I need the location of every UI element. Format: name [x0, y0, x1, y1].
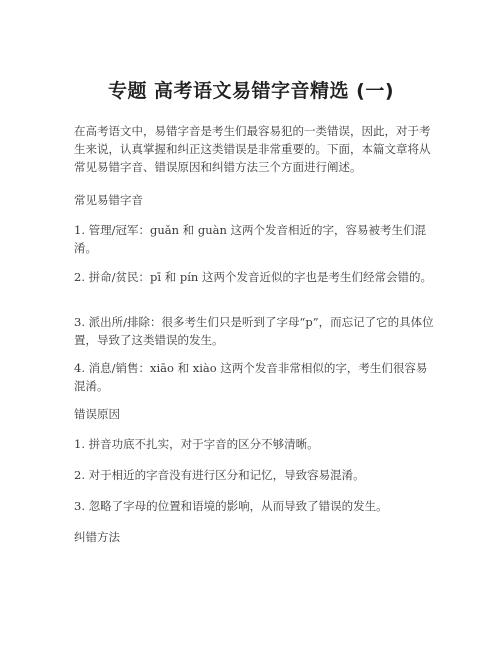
- section-heading-common-errors: 常见易错字音: [74, 193, 143, 207]
- section-heading-correction-methods: 纠错方法: [74, 530, 120, 544]
- list-item: 2. 拼命/贫民：pī 和 pín 这两个发音近似的字也是考生们经常会错的。: [74, 270, 432, 284]
- section-heading-error-causes: 错误原因: [74, 407, 120, 421]
- list-item: 1. 拼音功底不扎实，对于字音的区分不够清晰。: [74, 437, 319, 451]
- list-item: 4. 消息/销售：xiāo 和 xiào 这两个发音非常相似的字，考生们很容易混淆。: [74, 361, 428, 393]
- list-item: 3. 忽略了字母的位置和语境的影响，从而导致了错误的发生。: [74, 499, 388, 513]
- document-title: 专题 高考语文易错字音精选 (一): [107, 80, 395, 102]
- list-item: 1. 管理/冠军：guǎn 和 guàn 这两个发音相近的字，容易被考生们混淆。: [74, 223, 427, 255]
- intro-paragraph: 在高考语文中，易错字音是考生们最容易犯的一类错误，因此，对于考生来说，认真掌握和纠正这类错误是非常重要的。下面，本篇文章将从常见易错字音、错误原因和纠错方法三个方面进行阐述。: [74, 124, 431, 174]
- list-item: 3. 派出所/排除：很多考生们只是听到了字母“p”，而忘记了它的具体位置，导致了这类错误的发生。: [74, 315, 434, 347]
- list-item: 2. 对于相近的字音没有进行区分和记忆，导致容易混淆。: [74, 468, 365, 482]
